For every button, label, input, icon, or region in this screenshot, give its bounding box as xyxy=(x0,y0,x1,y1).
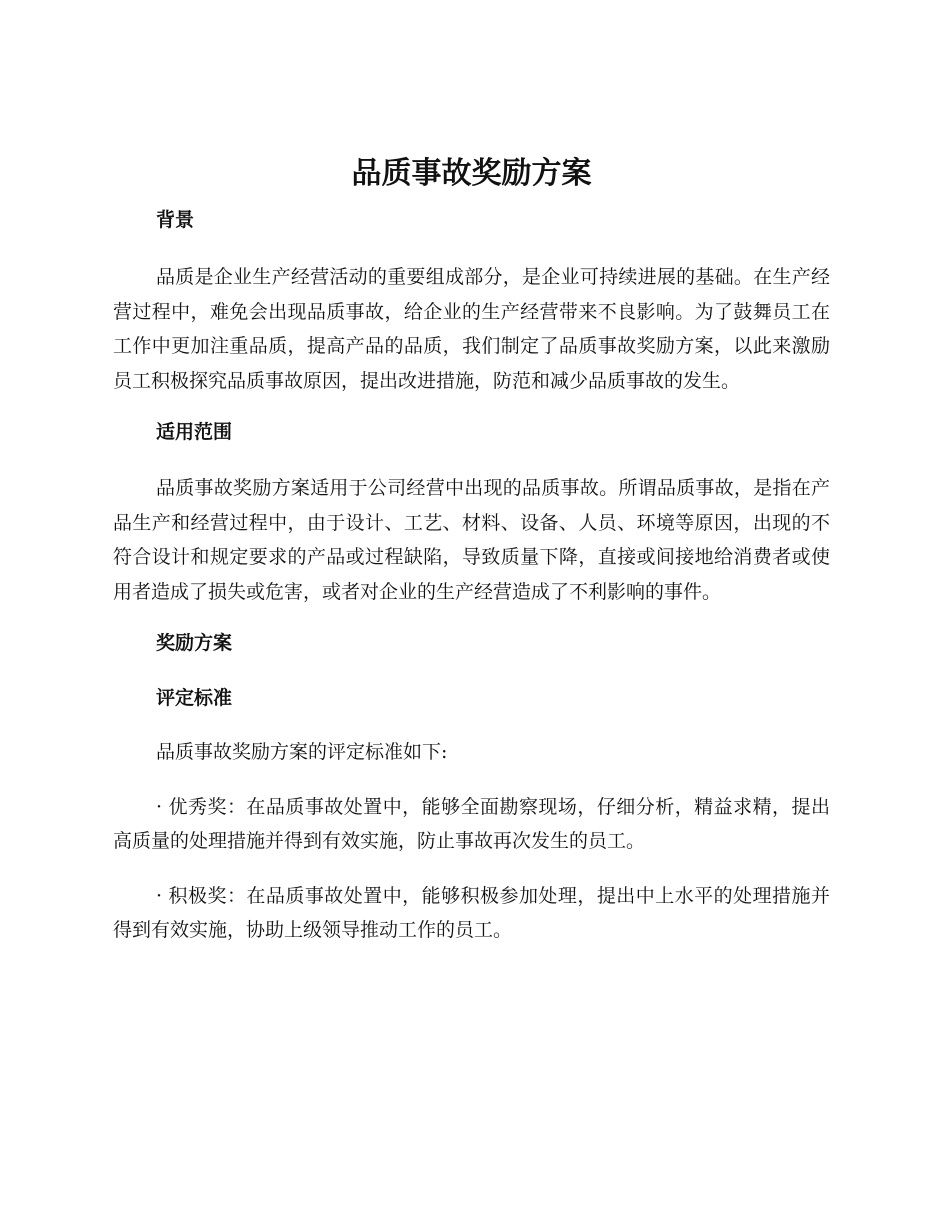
paragraph-criteria-intro: 品质事故奖励方案的评定标准如下: xyxy=(156,741,448,763)
section-heading-reward: 奖励方案 xyxy=(156,632,233,654)
section-heading-criteria: 评定标准 xyxy=(156,687,233,709)
paragraph-background: 品质是企业生产经营活动的重要组成部分，是企业可持续进展的基础。在生产经营过程中，难免会出现品质事故，给企业的生产经营带来不良影响。为了鼓舞员工在工作中更加注重品质，提高产品的品质，我们制定了品质事故奖励方案，以此来激励员工积极探究品质事故原因，提出改进措施，防范和减少品质事故的发生。 xyxy=(113,266,830,392)
document-title: 品质事故奖励方案 xyxy=(351,156,592,191)
list-item-active-award: · 积极奖：在品质事故处置中，能够积极参加处理，提出中上水平的处理措施并得到有效实施，协助上级领导推动工作的员工。 xyxy=(113,884,830,941)
paragraph-scope: 品质事故奖励方案适用于公司经营中出现的品质事故。所谓品质事故，是指在产品生产和经营过程中，由于设计、工艺、材料、设备、人员、环境等原因，出现的不符合设计和规定要求的产品或过程缺陷，导致质量下降，直接或间接地给消费者或使用者造成了损失或危害，或者对企业的生产经营造成了不利影响的事件。 xyxy=(113,477,830,603)
section-heading-scope: 适用范围 xyxy=(156,421,233,443)
section-heading-background: 背景 xyxy=(156,209,195,231)
list-item-excellence-award: · 优秀奖：在品质事故处置中，能够全面勘察现场，仔细分析，精益求精，提出高质量的处理措施并得到有效实施，防止事故再次发生的员工。 xyxy=(113,795,830,852)
